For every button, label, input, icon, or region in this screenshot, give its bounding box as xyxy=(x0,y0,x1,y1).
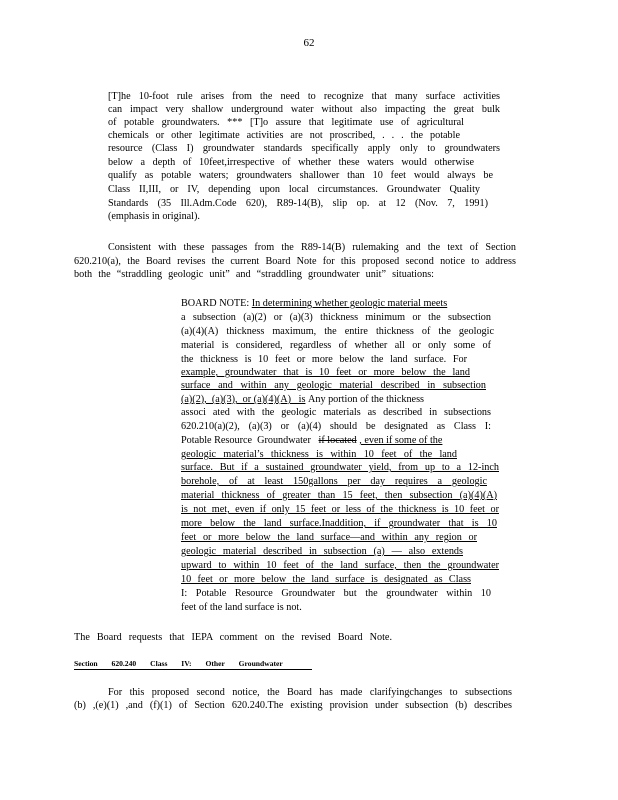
quote-line: resource (Class I) groundwater standards specifically apply only to groundwaters xyxy=(108,143,500,154)
paragraph-line: For this proposed second notice, the Board has made clarifyingchanges to subsections xyxy=(108,687,512,698)
quote-line: of potable groundwaters. *** [T]o assure that legitimate use of agricultural xyxy=(108,117,464,128)
board-note-line-7: (a)(2), (a)(3), or (a)(4)(A) is Any portion of the thickness xyxy=(181,394,425,405)
board-note-line: geologic material’s thickness is within 10 feet of the land xyxy=(181,449,457,460)
board-note-line: geologic material described in subsection (a) — also extends xyxy=(181,546,463,557)
board-note-line: the thickness is 10 feet or more below the land surface. For xyxy=(181,354,467,365)
quote-line: chemicals or other legitimate activities are not proscribed, . . . the potable xyxy=(108,130,460,141)
paragraph-line: (b) ,(e)(1) ,and (f)(1) of Section 620.240.The existing provision under subsection (b) describes xyxy=(74,700,512,711)
board-note-line-0 xyxy=(181,297,499,310)
board-note-line: associ ated with the geologic materials as described in subsections xyxy=(181,407,491,418)
paragraph-line: both the “straddling geologic unit” and “straddling groundwater unit” situations: xyxy=(74,269,434,280)
quote-line: Class II,III, or IV, depending upon local circumstances. Groundwater Quality xyxy=(108,184,480,195)
page-number: 62 xyxy=(303,37,315,49)
section-heading: Section 620.240 Class IV: Other Groundwater xyxy=(74,659,312,670)
board-note-line: I: Potable Resource Groundwater but the groundwater within 10 xyxy=(181,588,491,599)
board-note-line: 10 feet or more below the land surface is designated as Class xyxy=(181,574,471,585)
board-note-line: a subsection (a)(2) or (a)(3) thickness minimum or the subsection xyxy=(181,312,491,323)
paragraph-line: 620.210(a), the Board revises the current Board Note for this proposed second notice to address xyxy=(74,256,516,267)
board-note-label: BOARD NOTE: xyxy=(181,298,250,309)
board-note-line: material thickness of greater than 15 feet, then subsection (a)(4)(A) xyxy=(181,490,497,501)
board-note-line: 620.210(a)(2), (a)(3) or (a)(4) should be designated as Class I: xyxy=(181,421,491,432)
board-note-line: (a)(4)(A) thickness maximum, the entire thickness of the geologic xyxy=(181,326,494,337)
board-note-line: surface and within any geologic material described in subsection xyxy=(181,380,486,391)
quote-line: Standards (35 Ill.Adm.Code 620), R89-14(B), slip op. at 12 (Nov. 7, 1991) xyxy=(108,198,488,209)
board-note-line: feet of the land surface is not. xyxy=(181,602,302,613)
board-note-line: borehole, of at least 150gallons per day requires a geologic xyxy=(181,476,487,487)
board-note-line: more below the land surface.Inaddition, if groundwater that is 10 xyxy=(181,518,497,529)
board-note-line: feet or more below the land surface—and within any region or xyxy=(181,532,477,543)
board-note-line: material is considered, regardless of whether all or only some of xyxy=(181,340,491,351)
quote-line: [T]he 10-foot rule arises from the need to recognize that many surface activities xyxy=(108,91,500,102)
quote-line: (emphasis in original). xyxy=(108,211,200,222)
paragraph-request: The Board requests that IEPA comment on the revised Board Note. xyxy=(74,632,392,643)
board-note-line: upward to within 10 feet of the land surface, then the groundwater xyxy=(181,560,499,571)
board-note-line: example, groundwater that is 10 feet or more below the land xyxy=(181,367,470,378)
board-note-line: surface. But if a sustained groundwater yield, from up to a 12-inch xyxy=(181,462,499,473)
board-note-line: is not met, even if only 15 feet or less of the thickness is 10 feet or xyxy=(181,504,499,515)
quote-line: qualify as potable waters; groundwaters shallower than 10 feet would always be xyxy=(108,170,493,181)
board-note-inserted-text: In determining whether geologic material meets xyxy=(251,298,448,309)
quote-line: below a depth of 10feet,irrespective of whether these waters would otherwise xyxy=(108,157,474,168)
quote-line: can impact very shallow underground water without also impacting the great bulk xyxy=(108,104,500,115)
paragraph-line: Consistent with these passages from the R89-14(B) rulemaking and the text of Section xyxy=(108,242,516,253)
board-note-line-10: Potable Resource Groundwater if located , even if some of the xyxy=(181,435,443,446)
